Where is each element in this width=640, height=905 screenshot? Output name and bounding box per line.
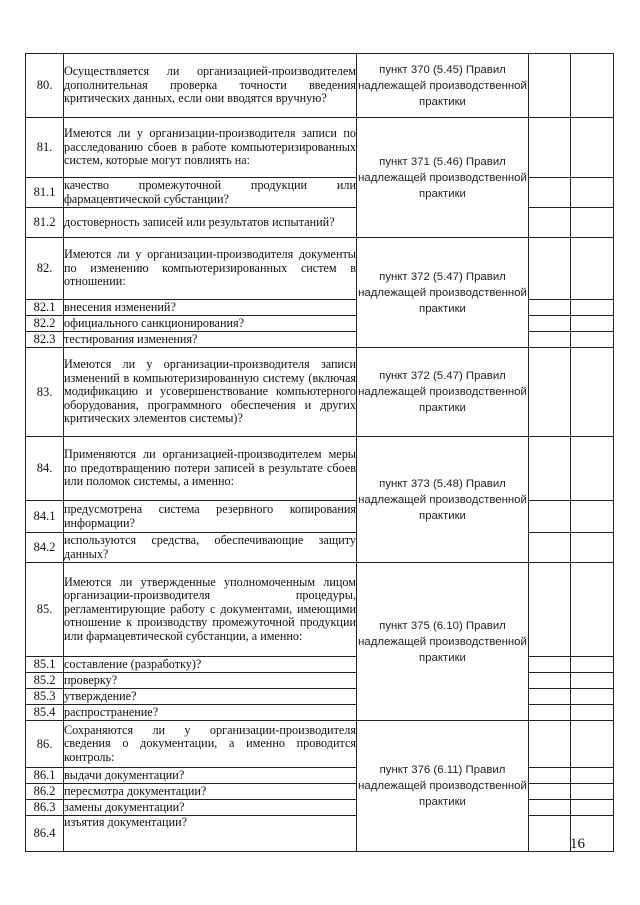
answer-cell[interactable] (529, 657, 571, 673)
question-text: Имеются ли у организации-производителя записи изменений в компьютеризированную систему (включая модификацию и усовершенствование компьютерного оборудования, программного обеспечения и других критических элементов системы)? (64, 348, 357, 437)
notes-cell[interactable] (571, 800, 614, 816)
answer-cell[interactable] (529, 721, 571, 768)
notes-cell[interactable] (571, 316, 614, 332)
answer-cell[interactable] (529, 208, 571, 238)
answer-cell[interactable] (529, 705, 571, 721)
notes-cell[interactable] (571, 332, 614, 348)
notes-cell[interactable] (571, 673, 614, 689)
notes-cell[interactable] (571, 238, 614, 300)
answer-cell[interactable] (529, 437, 571, 501)
notes-cell[interactable] (571, 533, 614, 563)
notes-cell[interactable] (571, 705, 614, 721)
table-row (26, 54, 614, 118)
answer-cell[interactable] (529, 178, 571, 208)
reference: пункт 372 (5.47) Правил надлежащей производственной практики (357, 348, 529, 437)
checklist-sheet (25, 53, 614, 852)
question-text: Применяются ли организацией-производителем меры по предотвращению потери записей в результате сбоев или поломок системы, а именно: (64, 437, 357, 501)
item-number: 84.2 (26, 533, 64, 563)
answer-cell[interactable] (529, 501, 571, 533)
question-text: предусмотрена система резервного копирования информации? (64, 501, 357, 533)
notes-cell[interactable] (571, 721, 614, 768)
reference: пункт 375 (6.10) Правил надлежащей производственной практики (357, 563, 529, 721)
item-number: 86.3 (26, 800, 64, 816)
answer-cell[interactable] (529, 300, 571, 316)
reference: пункт 371 (5.46) Правил надлежащей производственной практики (357, 118, 529, 238)
answer-cell[interactable] (529, 533, 571, 563)
notes-cell[interactable] (571, 657, 614, 673)
notes-cell[interactable] (571, 300, 614, 316)
question-text: утверждение? (64, 689, 357, 705)
question-text: замены документации? (64, 800, 357, 816)
question-text: достоверность записей или результатов испытаний? (64, 208, 357, 238)
table-row (26, 437, 614, 501)
notes-cell[interactable] (571, 563, 614, 657)
question-text: внесения изменений? (64, 300, 357, 316)
notes-cell[interactable] (571, 768, 614, 784)
item-number: 85.3 (26, 689, 64, 705)
checklist-table (25, 53, 614, 852)
reference: пункт 372 (5.47) Правил надлежащей производственной практики (357, 238, 529, 348)
notes-cell[interactable] (571, 348, 614, 437)
notes-cell[interactable] (571, 784, 614, 800)
item-number: 86.1 (26, 768, 64, 784)
item-number: 82.3 (26, 332, 64, 348)
item-number: 84.1 (26, 501, 64, 533)
question-text: Имеются ли у организации-производителя документы по изменению компьютеризированных систем в отношении: (64, 238, 357, 300)
answer-cell[interactable] (529, 238, 571, 300)
answer-cell[interactable] (529, 689, 571, 705)
item-number: 86.4 (26, 816, 64, 852)
answer-cell[interactable] (529, 563, 571, 657)
question-text: Осуществляется ли организацией-производителем дополнительная проверка точности введения критических данных, если они вводятся вручную? (64, 54, 357, 118)
notes-cell[interactable] (571, 54, 614, 118)
question-text: пересмотра документации? (64, 784, 357, 800)
reference: пункт 376 (6.11) Правил надлежащей производственной практики (357, 721, 529, 852)
table-row (26, 118, 614, 178)
item-number: 81. (26, 118, 64, 178)
question-text: тестирования изменения? (64, 332, 357, 348)
page-number: 16 (570, 836, 585, 852)
item-number: 86.2 (26, 784, 64, 800)
item-number: 83. (26, 348, 64, 437)
item-number: 80. (26, 54, 64, 118)
table-row (26, 721, 614, 768)
question-text: Сохраняются ли у организации-производителя сведения о документации, а именно проводится контроль: (64, 721, 357, 768)
answer-cell[interactable] (529, 332, 571, 348)
answer-cell[interactable] (529, 768, 571, 784)
answer-cell[interactable] (529, 816, 571, 852)
item-number: 82.2 (26, 316, 64, 332)
question-text: официального санкционирования? (64, 316, 357, 332)
question-text: выдачи документации? (64, 768, 357, 784)
item-number: 81.2 (26, 208, 64, 238)
answer-cell[interactable] (529, 673, 571, 689)
question-text: Имеются ли утвержденные уполномоченным лицом организации-производителя процедуры, регламентирующие работу с документами, имеющими отношение к производству промежуточной продукции или фармацевтической субстанции, а именно: (64, 563, 357, 657)
item-number: 82.1 (26, 300, 64, 316)
item-number: 85.1 (26, 657, 64, 673)
item-number: 85.4 (26, 705, 64, 721)
item-number: 85.2 (26, 673, 64, 689)
answer-cell[interactable] (529, 800, 571, 816)
answer-cell[interactable] (529, 316, 571, 332)
table-row (26, 348, 614, 437)
notes-cell[interactable] (571, 689, 614, 705)
notes-cell[interactable] (571, 118, 614, 178)
notes-cell[interactable] (571, 437, 614, 501)
item-number: 86. (26, 721, 64, 768)
item-number: 84. (26, 437, 64, 501)
item-number: 81.1 (26, 178, 64, 208)
item-number: 85. (26, 563, 64, 657)
question-text: проверку? (64, 673, 357, 689)
notes-cell[interactable] (571, 178, 614, 208)
item-number: 82. (26, 238, 64, 300)
question-text: составление (разработку)? (64, 657, 357, 673)
notes-cell[interactable] (571, 208, 614, 238)
answer-cell[interactable] (529, 784, 571, 800)
reference: пункт 370 (5.45) Правил надлежащей производственной практики (357, 54, 529, 118)
answer-cell[interactable] (529, 118, 571, 178)
question-text: Имеются ли у организации-производителя записи по расследованию сбоев в работе компьютеризированных систем, которые могут повлиять на: (64, 118, 357, 178)
notes-cell[interactable] (571, 501, 614, 533)
question-text: качество промежуточной продукции или фармацевтической субстанции? (64, 177, 356, 206)
question-text: используются средства, обеспечивающие защиту данных? (64, 532, 356, 561)
answer-cell[interactable] (529, 54, 571, 118)
answer-cell[interactable] (529, 348, 571, 437)
table-row (26, 563, 614, 657)
question-text: распространение? (64, 705, 357, 721)
question-text: изъятия документации? (64, 816, 357, 852)
table-row (26, 238, 614, 300)
reference: пункт 373 (5.48) Правил надлежащей производственной практики (357, 437, 529, 563)
